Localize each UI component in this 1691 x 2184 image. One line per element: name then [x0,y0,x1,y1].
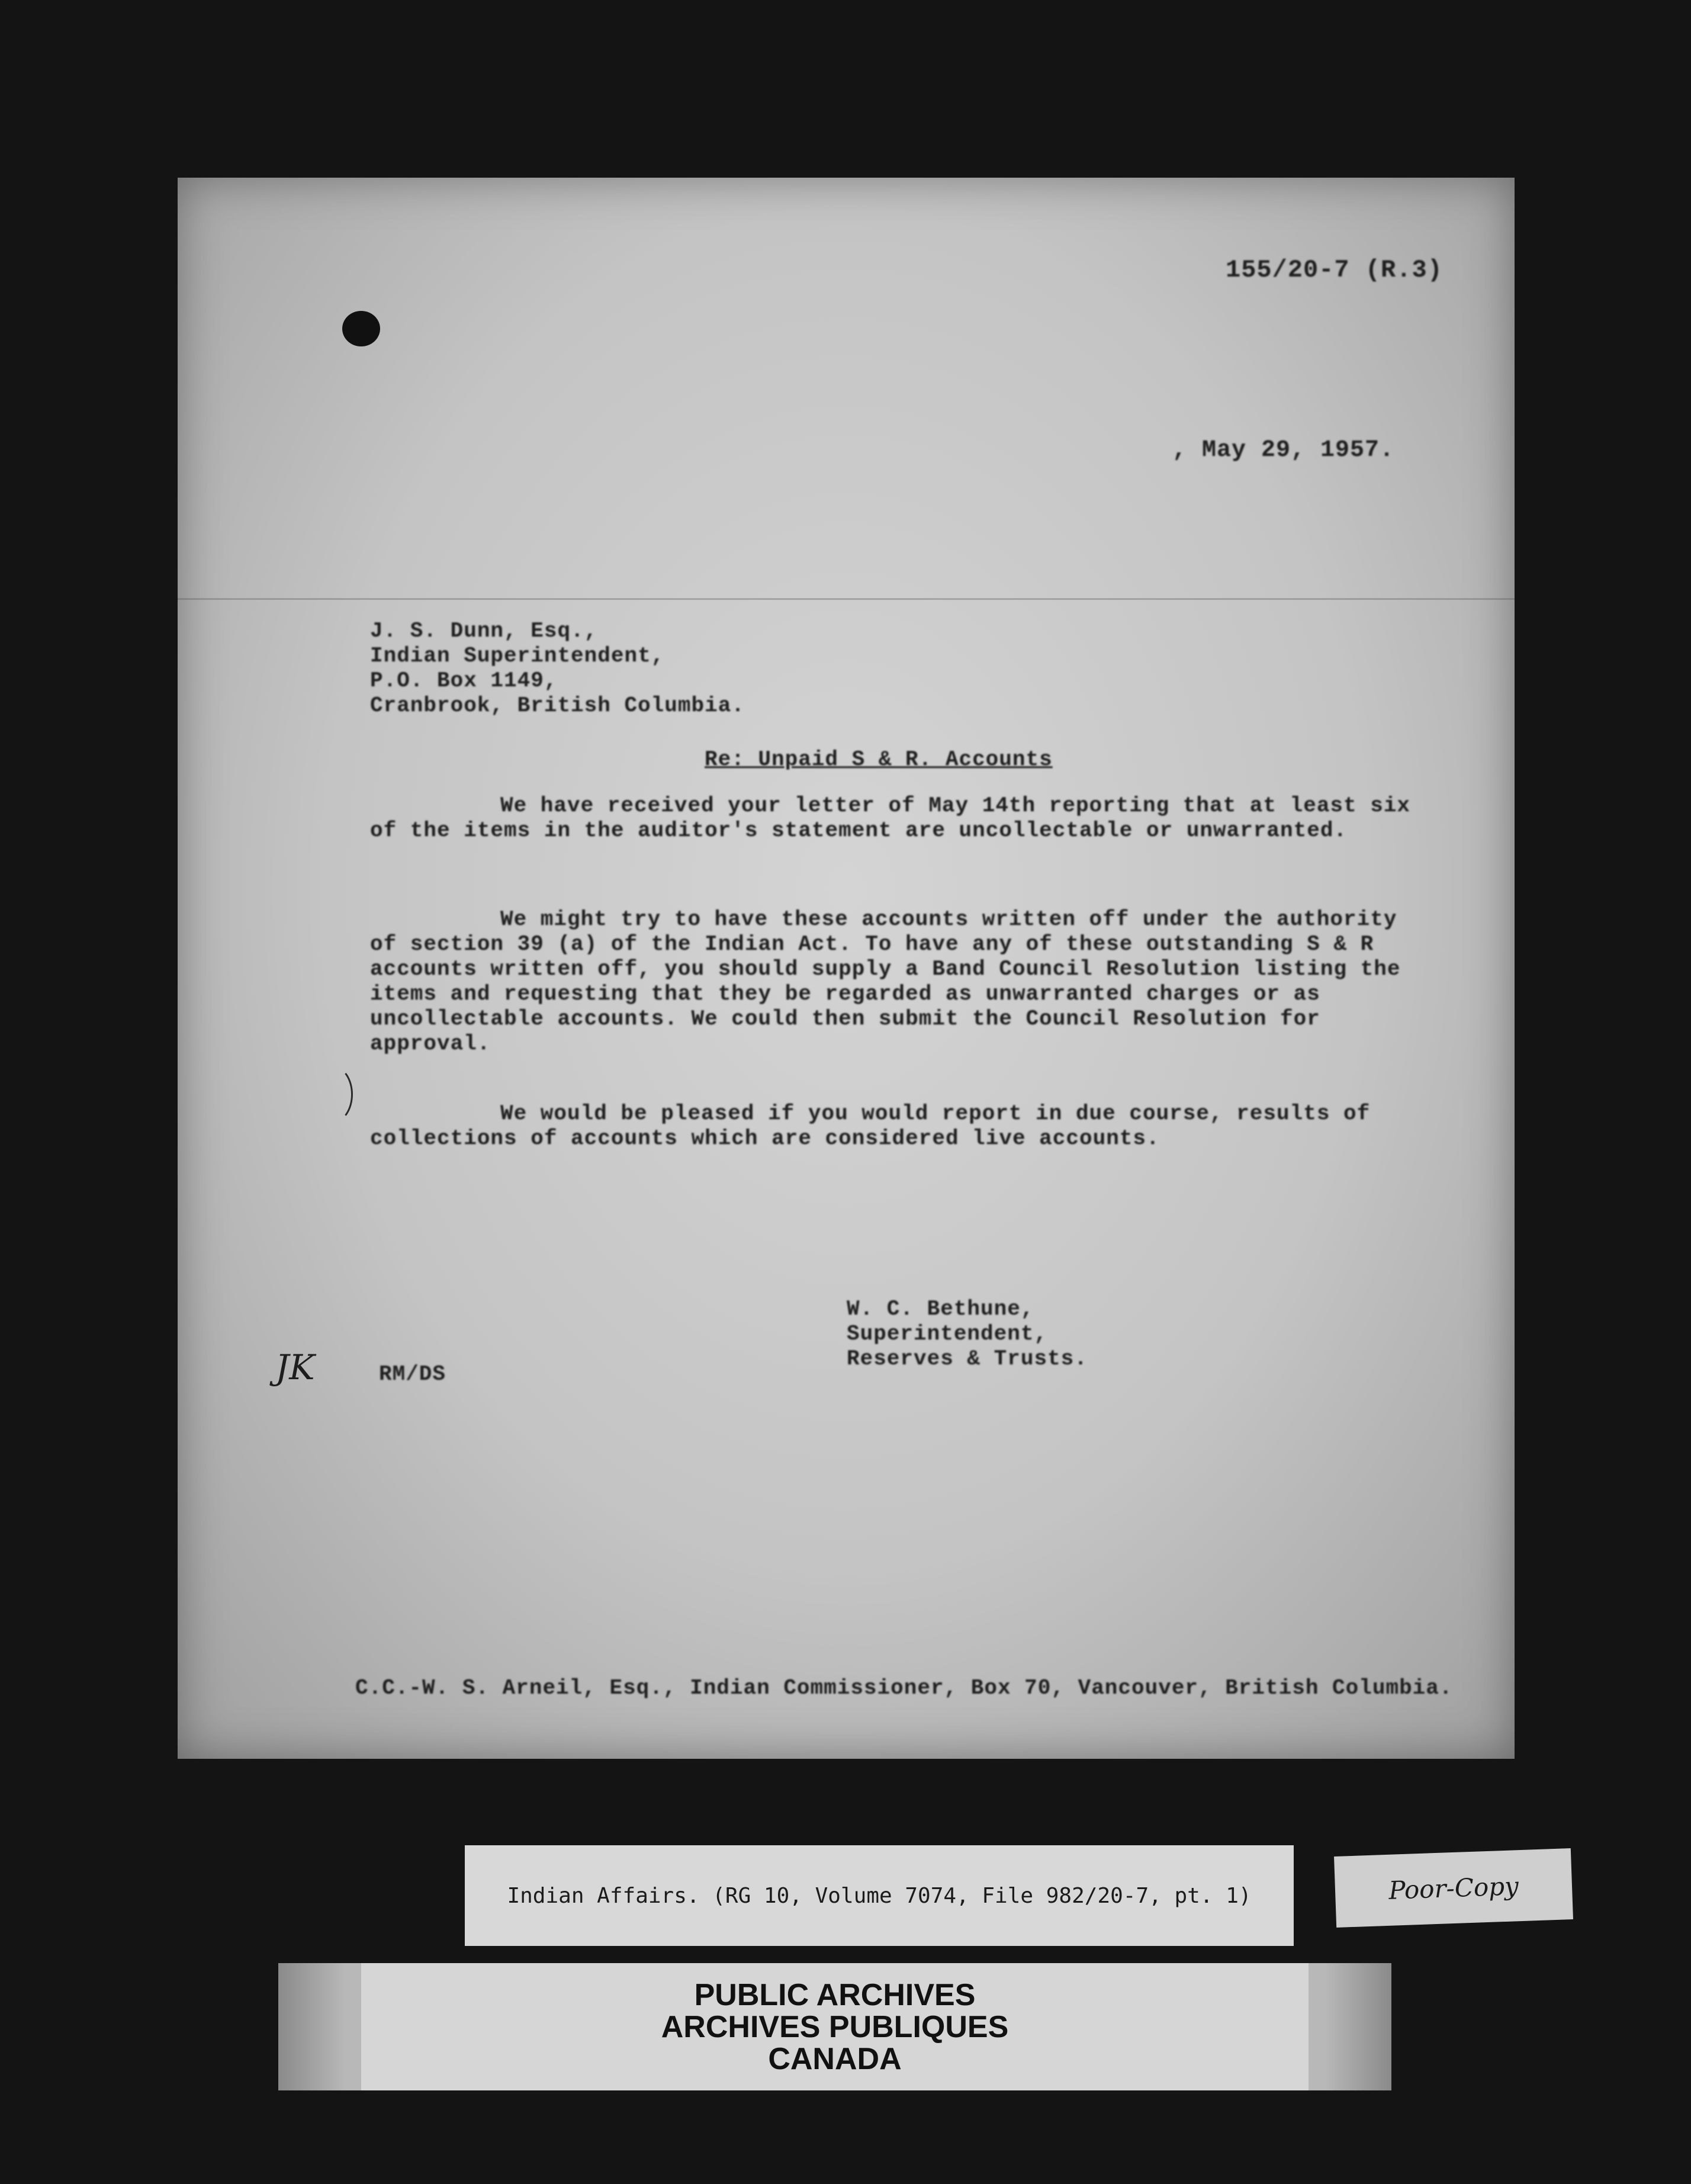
address-line: Cranbrook, British Columbia. [370,693,745,718]
paragraph-text: We might try to have these accounts written off under the authority of section 39 (a) of the Indian Act. To have any of these outstanding S & R accounts written off, you should supply a Band Council Resolution listing the items and requesting that they be regarded as unwarranted charges or as uncollectable accounts. We could then submit the Council Resolution for approval. [370,907,1401,1056]
address-line: P.O. Box 1149, [370,669,558,693]
signature-line: W. C. Bethune, [847,1297,1034,1321]
carbon-copy-line: C.C.-W. S. Arneil, Esq., Indian Commissioner, Box 70, Vancouver, British Columbia. [355,1676,1453,1700]
paragraph-text: We would be pleased if you would report in due course, results of collections of accounts which are considered live accounts. [370,1101,1371,1151]
pen-mark [314,1066,353,1123]
punch-hole [342,311,380,346]
paragraph-text: We have received your letter of May 14th reporting that at least six of the items in the auditor's statement are uncollectable or unwarranted. [370,794,1411,843]
archives-line: ARCHIVES PUBLIQUES [661,2009,1009,2044]
poor-copy-tag: Poor-Copy [1334,1848,1573,1928]
signature-line: Reserves & Trusts. [847,1347,1088,1371]
body-paragraph [370,794,1412,843]
archives-line: PUBLIC ARCHIVES [694,1977,976,2012]
fold-line [178,598,1515,600]
signature-line: Superintendent, [847,1322,1048,1346]
signature-block [847,1297,1088,1372]
file-reference: 155/20-7 (R.3) [1226,256,1443,284]
subject-line: Re: Unpaid S & R. Accounts [705,747,1053,772]
archives-stamp-strip [278,1963,1391,2090]
address-line: J. S. Dunn, Esq., [370,619,598,643]
body-paragraph [370,907,1412,1056]
archive-reference-label: Indian Affairs. (RG 10, Volume 7074, File 982/20-7, pt. 1) [465,1845,1294,1946]
letter-page [178,178,1515,1759]
archives-label [361,1963,1309,2090]
typist-initials: RM/DS [379,1362,446,1386]
letter-date: , May 29, 1957. [1172,437,1395,464]
body-paragraph [370,1101,1412,1151]
archives-line: CANADA [768,2041,902,2076]
handwritten-initials: JK [275,1347,315,1388]
address-line: Indian Superintendent, [370,644,665,668]
recipient-address [370,619,745,718]
